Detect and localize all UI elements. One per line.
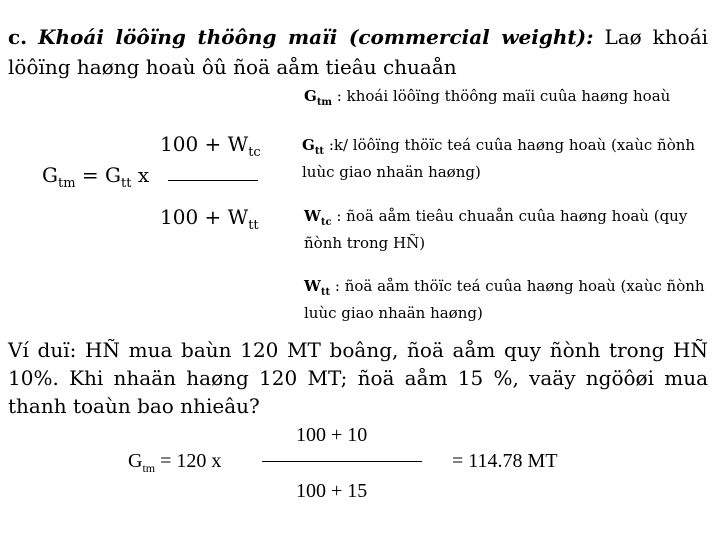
heading-term: Khoái löôïng thöông maïi (commercial weight): — [38, 25, 594, 49]
heading-label: c. — [8, 25, 28, 49]
calc-fraction-line — [262, 461, 422, 462]
definition-gtm: $G_{tm}$ : khoái löôïng thöông maïi cuûa haøng hoaù — [304, 87, 671, 108]
formula-denominator: $100 + W_{tt}$ — [160, 205, 259, 233]
definition-wtc-text: : ñoä aåm tieâu chuaån cuûa haøng hoaù (quy ñònh trong HÑ) — [304, 207, 688, 252]
calc-numerator: 100 + 10 — [296, 424, 368, 446]
formula-numerator: $100 + W_{tc}$ — [160, 132, 261, 160]
section-heading — [8, 22, 708, 82]
formula-lhs: $G_{tm} = G_{tt}$ x — [42, 163, 150, 191]
calc-denominator: 100 + 15 — [296, 480, 368, 502]
heading-description: Laø khoái löôïng haøng hoaù ôû ñoä aåm tieâu chuaån — [8, 25, 709, 79]
definition-gtt: $G_{tt}$ :k/ löôïng thöïc teá cuûa haøng hoaù (xaùc ñònh luùc giao nhaän haøng) — [302, 136, 696, 181]
calc-result: = 114.78 MT — [452, 450, 558, 472]
formula-fraction-line — [168, 180, 258, 181]
definition-wtc: $W_{tc}$ : ñoä aåm tieâu chuaån cuûa haøng hoaù (quy ñònh trong HÑ) — [304, 207, 688, 252]
example-paragraph: Ví duï: HÑ mua baùn 120 MT boâng, ñoä aåm quy ñònh trong HÑ 10%. Khi nhaän haøng 120 MT; ñoä aåm 15 %, vaäy ngöôøi mua thanh toaùn bao nhieâu? — [8, 338, 708, 418]
definition-gtm-text: : khoái löôïng thöông maïi cuûa haøng hoaù — [336, 87, 671, 105]
definition-wtt: $W_{tt}$ : ñoä aåm thöïc teá cuûa haøng hoaù (xaùc ñònh luùc giao nhaän haøng) — [304, 277, 705, 322]
calc-lhs: $G_{tm} = 120$ x — [128, 450, 222, 475]
definition-gtt-text: :k/ löôïng thöïc teá cuûa haøng hoaù (xaùc ñònh luùc giao nhaän haøng) — [302, 136, 696, 181]
definition-wtt-text: : ñoä aåm thöïc teá cuûa haøng hoaù (xaùc ñònh luùc giao nhaän haøng) — [304, 277, 705, 322]
